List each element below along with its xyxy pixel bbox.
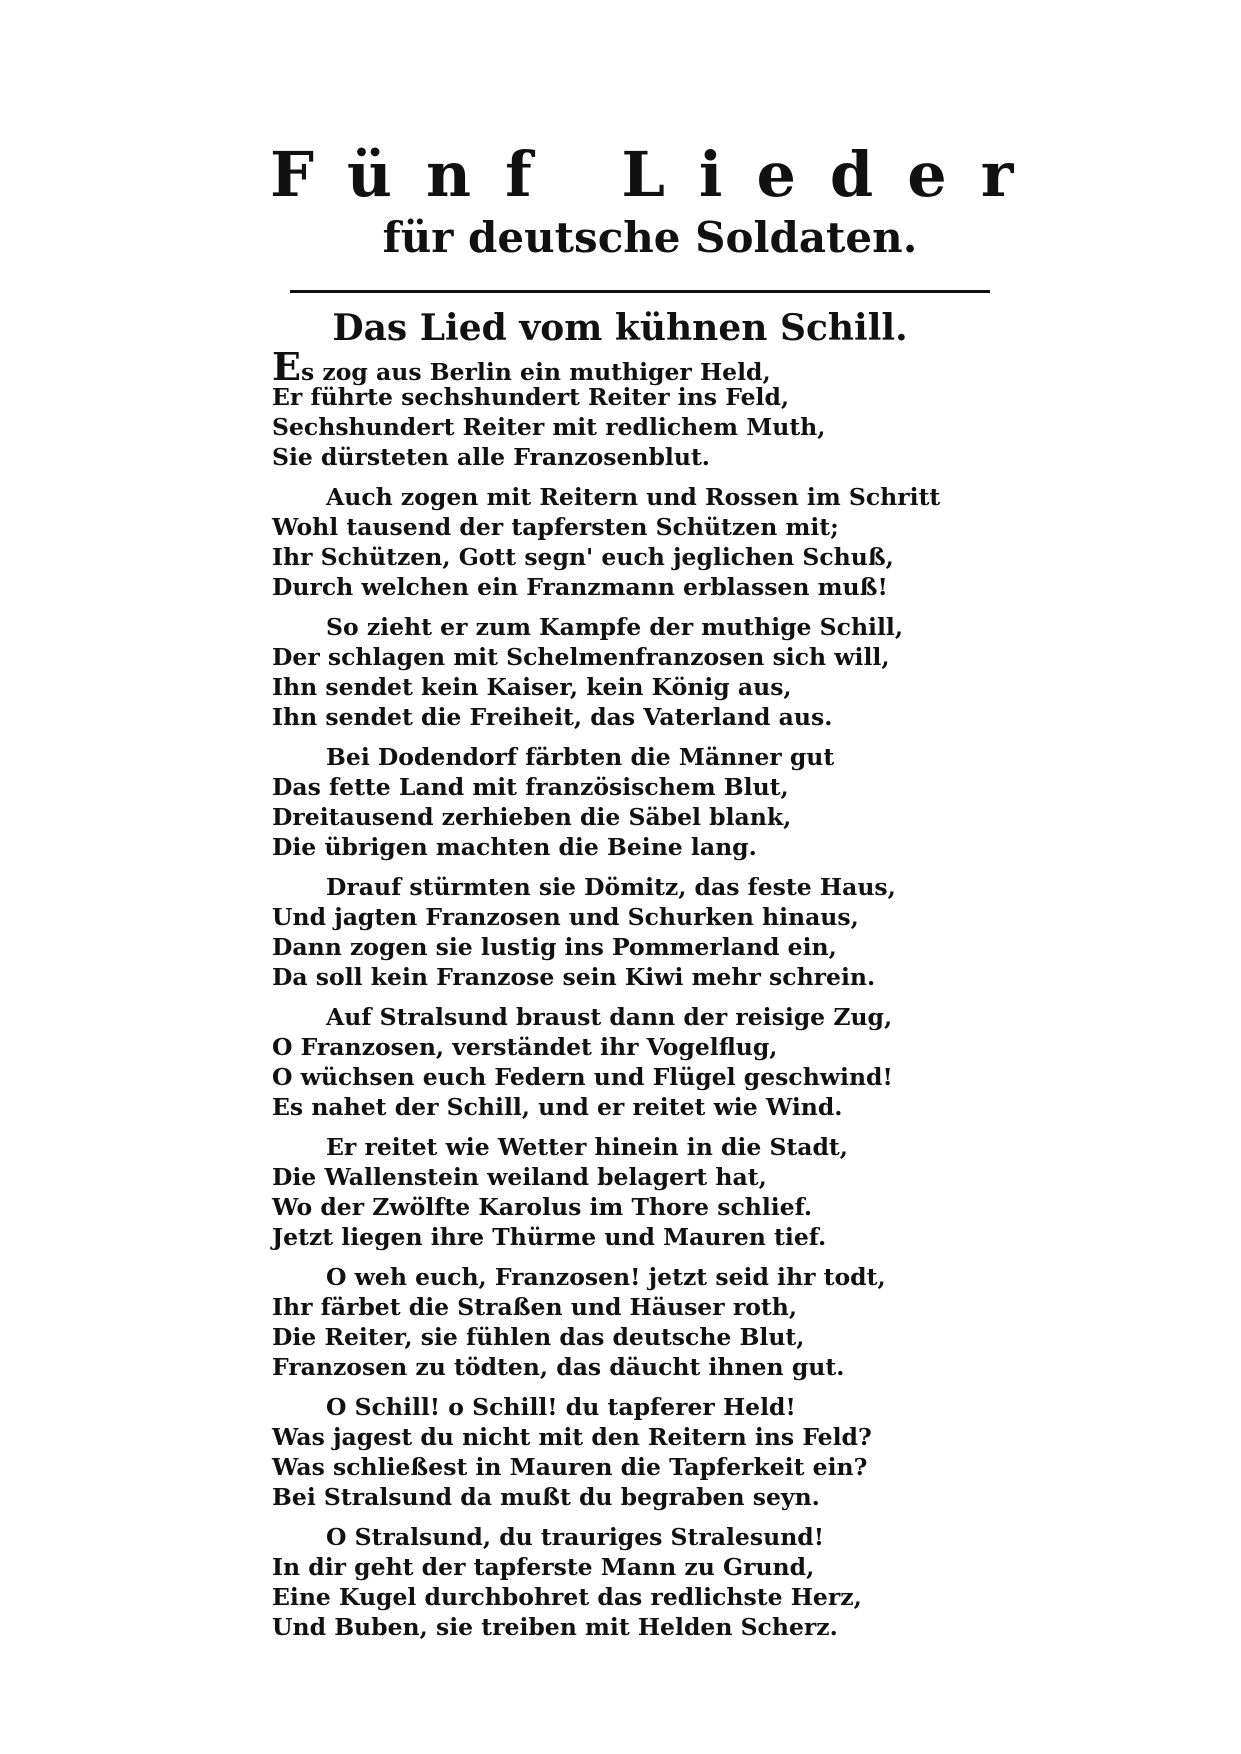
poem-line: Es nahet der Schill, und er reitet wie Wind.	[272, 1093, 843, 1121]
stanza	[272, 612, 972, 732]
stanza	[272, 1262, 972, 1382]
poem-line: Ihn sendet kein Kaiser, kein König aus,	[272, 673, 792, 701]
poem-line: Was schließest in Mauren die Tapferkeit ein?	[272, 1453, 868, 1481]
stanza	[272, 344, 972, 472]
poem-line: Es zog aus Berlin ein muthiger Held,	[272, 344, 771, 389]
poem-line: O Schill! o Schill! du tapferer Held!	[326, 1393, 796, 1421]
poem-line: Auch zogen mit Reitern und Rossen im Schritt	[326, 483, 941, 511]
stanza	[272, 872, 972, 992]
poem-line: Die Reiter, sie fühlen das deutsche Blut,	[272, 1323, 805, 1351]
poem-line: O weh euch, Franzosen! jetzt seid ihr todt,	[326, 1263, 886, 1291]
page-subtitle: für deutsche Soldaten.	[382, 213, 918, 262]
poem-line: Eine Kugel durchbohret das redlichste Herz,	[272, 1583, 862, 1611]
poem-line: In dir geht der tapferste Mann zu Grund,	[272, 1553, 815, 1581]
poem-line: So zieht er zum Kampfe der muthige Schill,	[326, 613, 904, 641]
drop-cap: E	[272, 344, 301, 389]
poem-line: Drauf stürmten sie Dömitz, das feste Haus,	[326, 873, 896, 901]
poem-line: Durch welchen ein Franzmann erblassen muß!	[272, 573, 888, 601]
poem-line: Sechshundert Reiter mit redlichem Muth,	[272, 413, 826, 441]
poem-line: O wüchsen euch Federn und Flügel geschwind!	[272, 1063, 893, 1091]
poem-line: Da soll kein Franzose sein Kiwi mehr schrein.	[272, 963, 876, 991]
poem-line: Ihr Schützen, Gott segn' euch jeglichen Schuß,	[272, 543, 894, 571]
poem-line: Wohl tausend der tapfersten Schützen mit;	[272, 513, 839, 541]
poem-line: Er führte sechshundert Reiter ins Feld,	[272, 383, 790, 411]
poem-line: Dann zogen sie lustig ins Pommerland ein,	[272, 933, 837, 961]
page-title: Fünf Lieder	[270, 138, 1048, 211]
poem-line: Dreitausend zerhieben die Säbel blank,	[272, 803, 792, 831]
poem-line: Und jagten Franzosen und Schurken hinaus,	[272, 903, 859, 931]
poem-line: Wo der Zwölfte Karolus im Thore schlief.	[272, 1193, 813, 1221]
poem-body	[272, 344, 972, 1652]
poem-line: O Franzosen, verständet ihr Vogelflug,	[272, 1033, 778, 1061]
stanza	[272, 742, 972, 862]
poem-line: Er reitet wie Wetter hinein in die Stadt,	[326, 1133, 848, 1161]
poem-line: Ihr färbet die Straßen und Häuser roth,	[272, 1293, 797, 1321]
song-title: Das Lied vom kühnen Schill.	[332, 307, 908, 349]
stanza	[272, 482, 972, 602]
poem-line: Franzosen zu tödten, das däucht ihnen gut.	[272, 1353, 845, 1381]
poem-line: O Stralsund, du trauriges Stralesund!	[326, 1523, 825, 1551]
poem-line: Und Buben, sie treiben mit Helden Scherz.	[272, 1613, 838, 1641]
poem-line: Auf Stralsund braust dann der reisige Zug,	[326, 1003, 893, 1031]
title-divider	[290, 290, 990, 293]
poem-line: Bei Dodendorf färbten die Männer gut	[326, 743, 835, 771]
poem-line: Das fette Land mit französischem Blut,	[272, 773, 789, 801]
poem-line: Die übrigen machten die Beine lang.	[272, 833, 757, 861]
stanza	[272, 1002, 972, 1122]
poem-line: Die Wallenstein weiland belagert hat,	[272, 1163, 767, 1191]
stanza	[272, 1392, 972, 1512]
poem-line: Bei Stralsund da mußt du begraben seyn.	[272, 1483, 820, 1511]
poem-line: Sie dürsteten alle Franzosenblut.	[272, 443, 710, 471]
poem-line: Jetzt liegen ihre Thürme und Mauren tief.	[272, 1223, 827, 1251]
poem-line: Was jagest du nicht mit den Reitern ins Feld?	[272, 1423, 872, 1451]
stanza	[272, 1132, 972, 1252]
poem-line: Ihn sendet die Freiheit, das Vaterland aus.	[272, 703, 833, 731]
stanza	[272, 1522, 972, 1642]
poem-line: Der schlagen mit Schelmenfranzosen sich will,	[272, 643, 890, 671]
